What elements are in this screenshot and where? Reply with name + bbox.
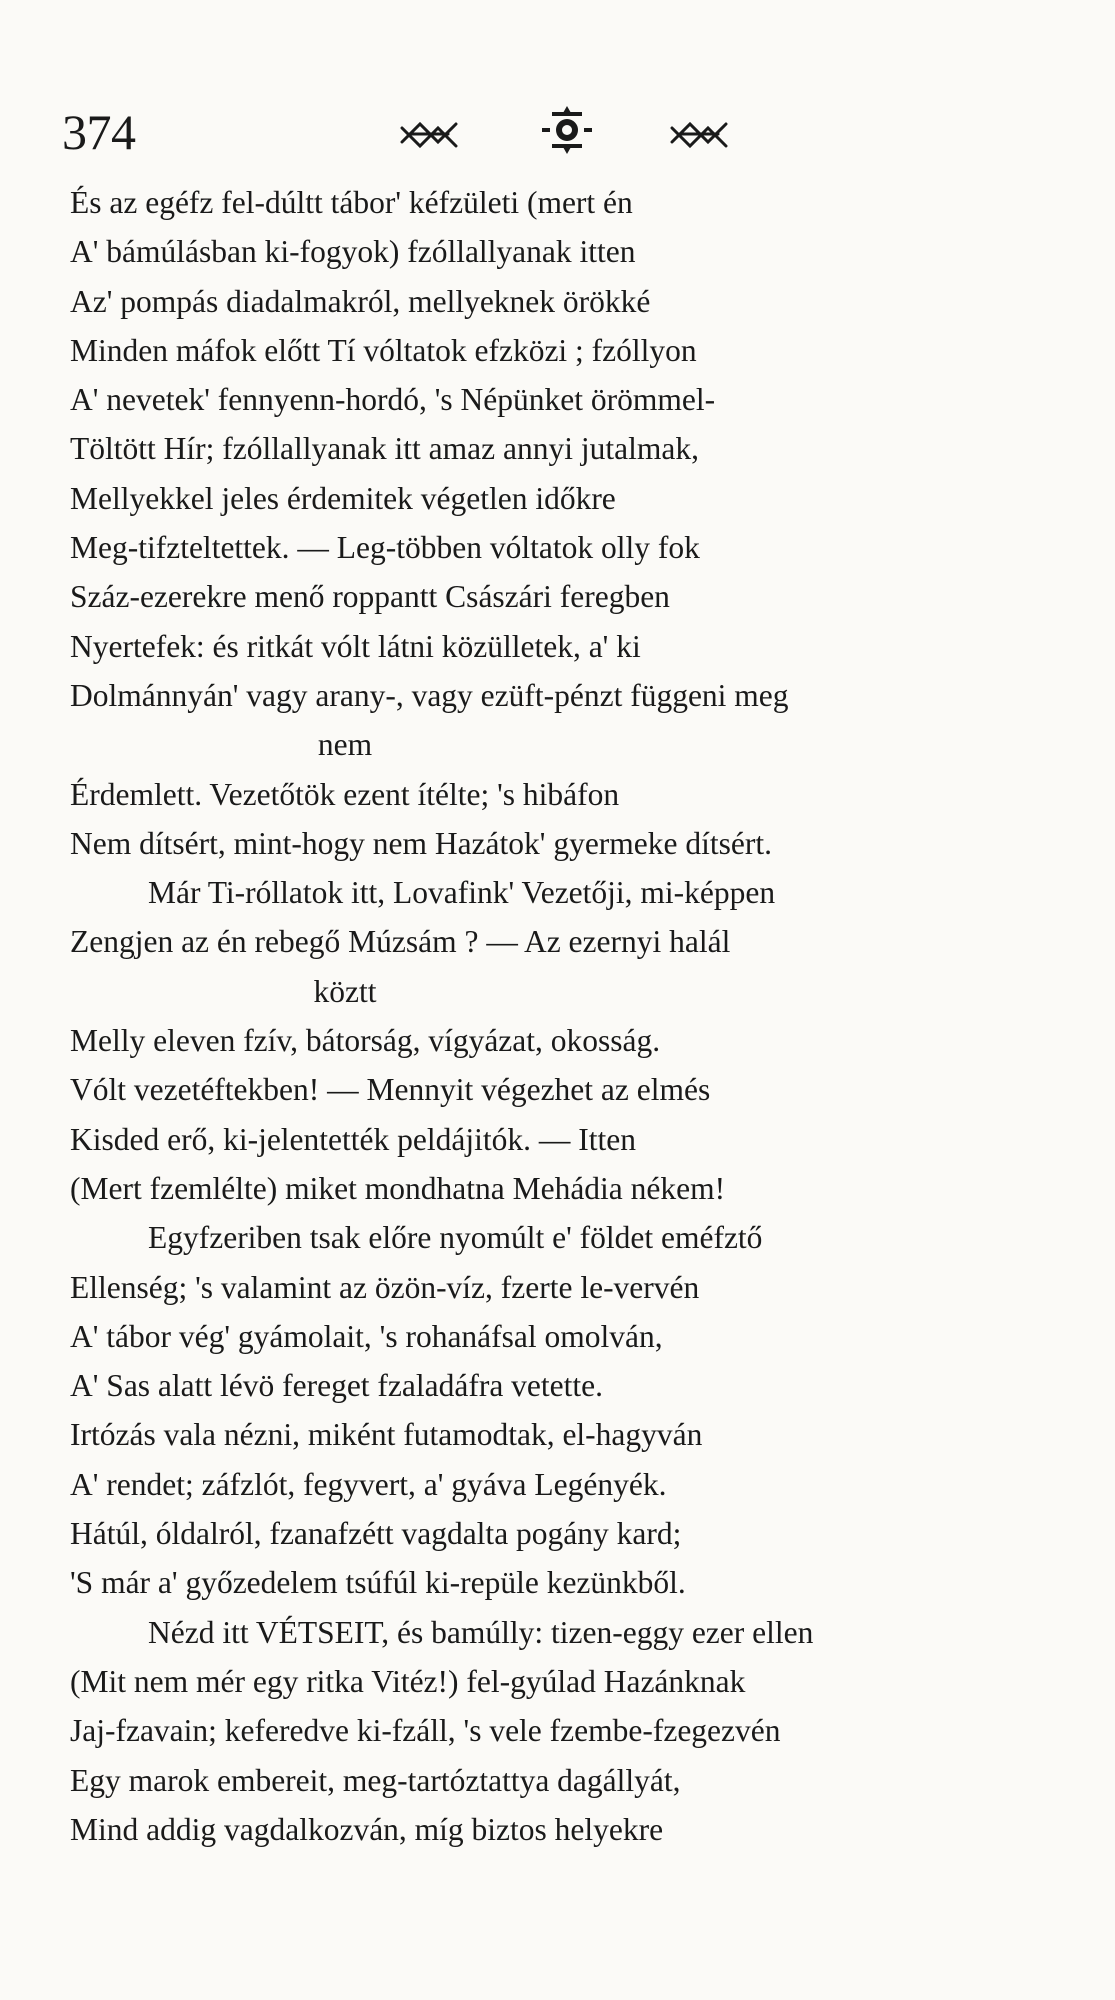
text-line: Melly eleven fzív, bátorság, vígyázat, okosság. (70, 1023, 661, 1059)
text-line: A' Sas alatt lévö fereget fzaladáfra vetette. (70, 1368, 604, 1404)
text-line: 'S már a' győzedelem tsúfúl ki-repüle kezünkből. (70, 1565, 686, 1601)
page-number: 374 (62, 104, 136, 160)
text-line: Száz-ezerekre menő roppantt Császári feregben (70, 579, 670, 615)
text-line: Mellyekkel jeles érdemitek végetlen időkre (70, 480, 616, 516)
text-line: (Mert fzemlélte) miket mondhatna Mehádia nékem! (70, 1170, 726, 1206)
text-line: nem (317, 727, 373, 763)
text-line: Érdemlett. Vezetőtök ezent ítélte; 's hibáfon (70, 776, 620, 812)
text-line: A' nevetek' fennyenn-hordó, 's Népünket örömmel- (70, 382, 716, 418)
text-line: Mind addig vagdalkozván, míg biztos helyekre (70, 1811, 664, 1847)
text-line: Nyertefek: és ritkát vólt látni közülletek, a' ki (70, 628, 641, 664)
text-line: Dolmánnyán' vagy arany-, vagy ezüft-pénzt függeni meg (70, 677, 789, 713)
poem-text (70, 178, 1070, 1854)
text-line: A' bámúlásban ki-fogyok) fzóllallyanak itten (70, 234, 636, 270)
ornament-icon (392, 106, 742, 156)
text-line: Hátúl, óldalról, fzanafzétt vagdalta pogány kard; (70, 1516, 682, 1552)
text-line: Már Ti-róllatok itt, Lovafink' Vezetőji, mi-képpen (148, 875, 776, 911)
text-line: A' tábor vég' gyámolait, 's rohanáfsal omolván, (70, 1318, 663, 1354)
page-header (62, 102, 1042, 172)
text-line: Nézd itt VÉTSEIT, és bamúlly: tizen-eggy ezer ellen (148, 1614, 814, 1650)
text-line: Ellenség; 's valamint az özön-víz, fzerte le-vervén (70, 1269, 700, 1305)
text-line: köztt (313, 973, 377, 1009)
text-line: Egy marok embereit, meg-tartóztattya dagállyát, (70, 1762, 681, 1798)
text-line: Jaj-fzavain; keferedve ki-fzáll, 's vele fzembe-fzegezvén (70, 1713, 781, 1749)
text-line: Az' pompás diadalmakról, mellyeknek örökké (70, 283, 651, 319)
text-line: Töltött Hír; fzóllallyanak itt amaz annyi jutalmak, (70, 431, 699, 467)
text-line: Minden máfok előtt Tí vóltatok efzközi ; fzóllyon (70, 332, 697, 368)
text-line: Egyfzeriben tsak előre nyomúlt e' földet eméfztő (148, 1220, 763, 1256)
text-line: Nem dítsért, mint-hogy nem Hazátok' gyermeke dítsért. (70, 825, 772, 861)
text-line: Zengjen az én rebegő Múzsám ? — Az ezernyi halál (70, 924, 731, 960)
text-line: Vólt vezetéftekben! — Mennyit végezhet az elmés (70, 1072, 711, 1108)
text-line: És az egéfz fel-dúltt tábor' kéfzületi (mert én (70, 185, 633, 220)
text-line: A' rendet; záfzlót, fegyvert, a' gyáva Legényék. (70, 1466, 667, 1502)
text-line: Irtózás vala nézni, miként futamodtak, el-hagyván (70, 1417, 703, 1453)
text-line: Kisded erő, ki-jelentették peldájitók. — Itten (70, 1121, 636, 1157)
text-line: (Mit nem mér egy ritka Vitéz!) fel-gyúlad Hazánknak (70, 1663, 746, 1699)
text-line: Meg-tifzteltettek. — Leg-többen vóltatok olly fok (70, 530, 700, 566)
